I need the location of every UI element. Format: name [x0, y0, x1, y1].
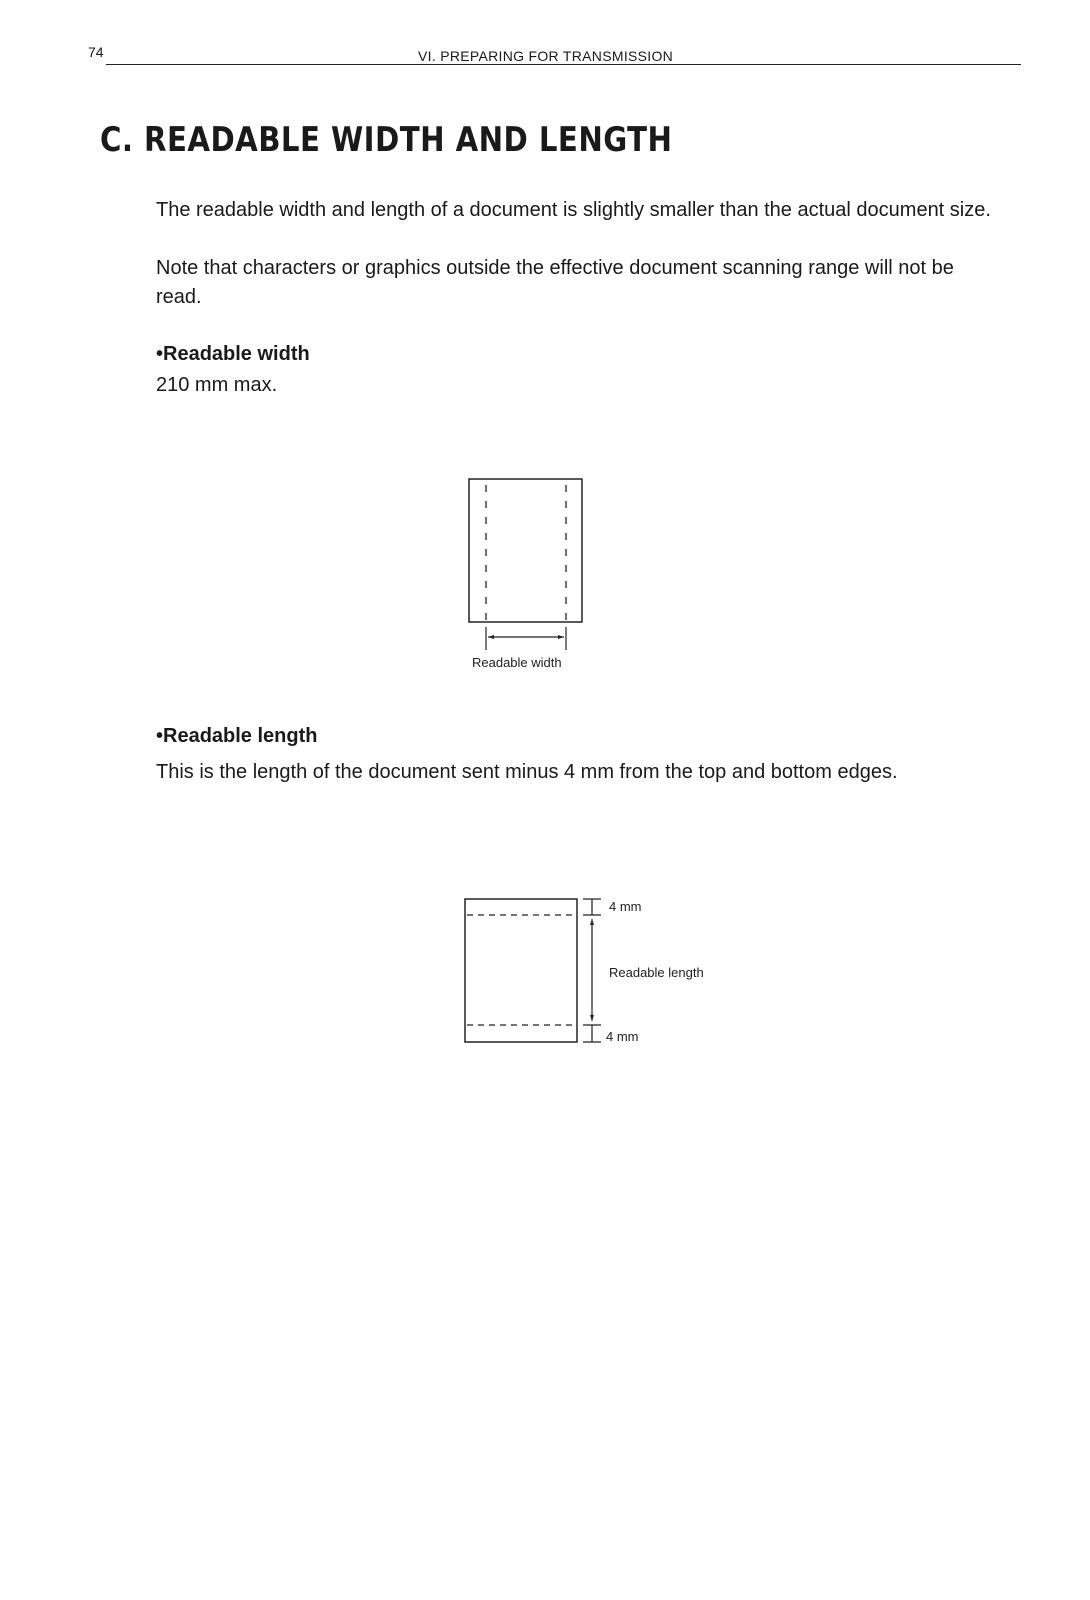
readable-width-heading: •Readable width [156, 343, 310, 365]
readable-width-figure-label: Readable width [472, 655, 562, 670]
header-rule [106, 64, 1021, 65]
width-document-outline [469, 479, 582, 622]
intro-paragraph-1: The readable width and length of a document is slightly smaller than the actual document size. [156, 199, 991, 221]
length-document-outline [465, 899, 577, 1042]
readable-length-figure-label: Readable length [609, 965, 704, 980]
page-title: C. READABLE WIDTH AND LENGTH [100, 120, 673, 160]
intro-paragraph-2: Note that characters or graphics outside the effective document scanning range will not be read. [156, 257, 954, 308]
bottom-margin-label: 4 mm [606, 1029, 639, 1044]
top-margin-label: 4 mm [609, 899, 642, 914]
readable-length-text: This is the length of the document sent minus 4 mm from the top and bottom edges. [156, 761, 898, 783]
page-number: 74 [88, 44, 104, 60]
running-header: VI. PREPARING FOR TRANSMISSION [418, 48, 674, 64]
readable-width-value: 210 mm max. [156, 374, 278, 396]
readable-length-heading: •Readable length [156, 725, 318, 747]
